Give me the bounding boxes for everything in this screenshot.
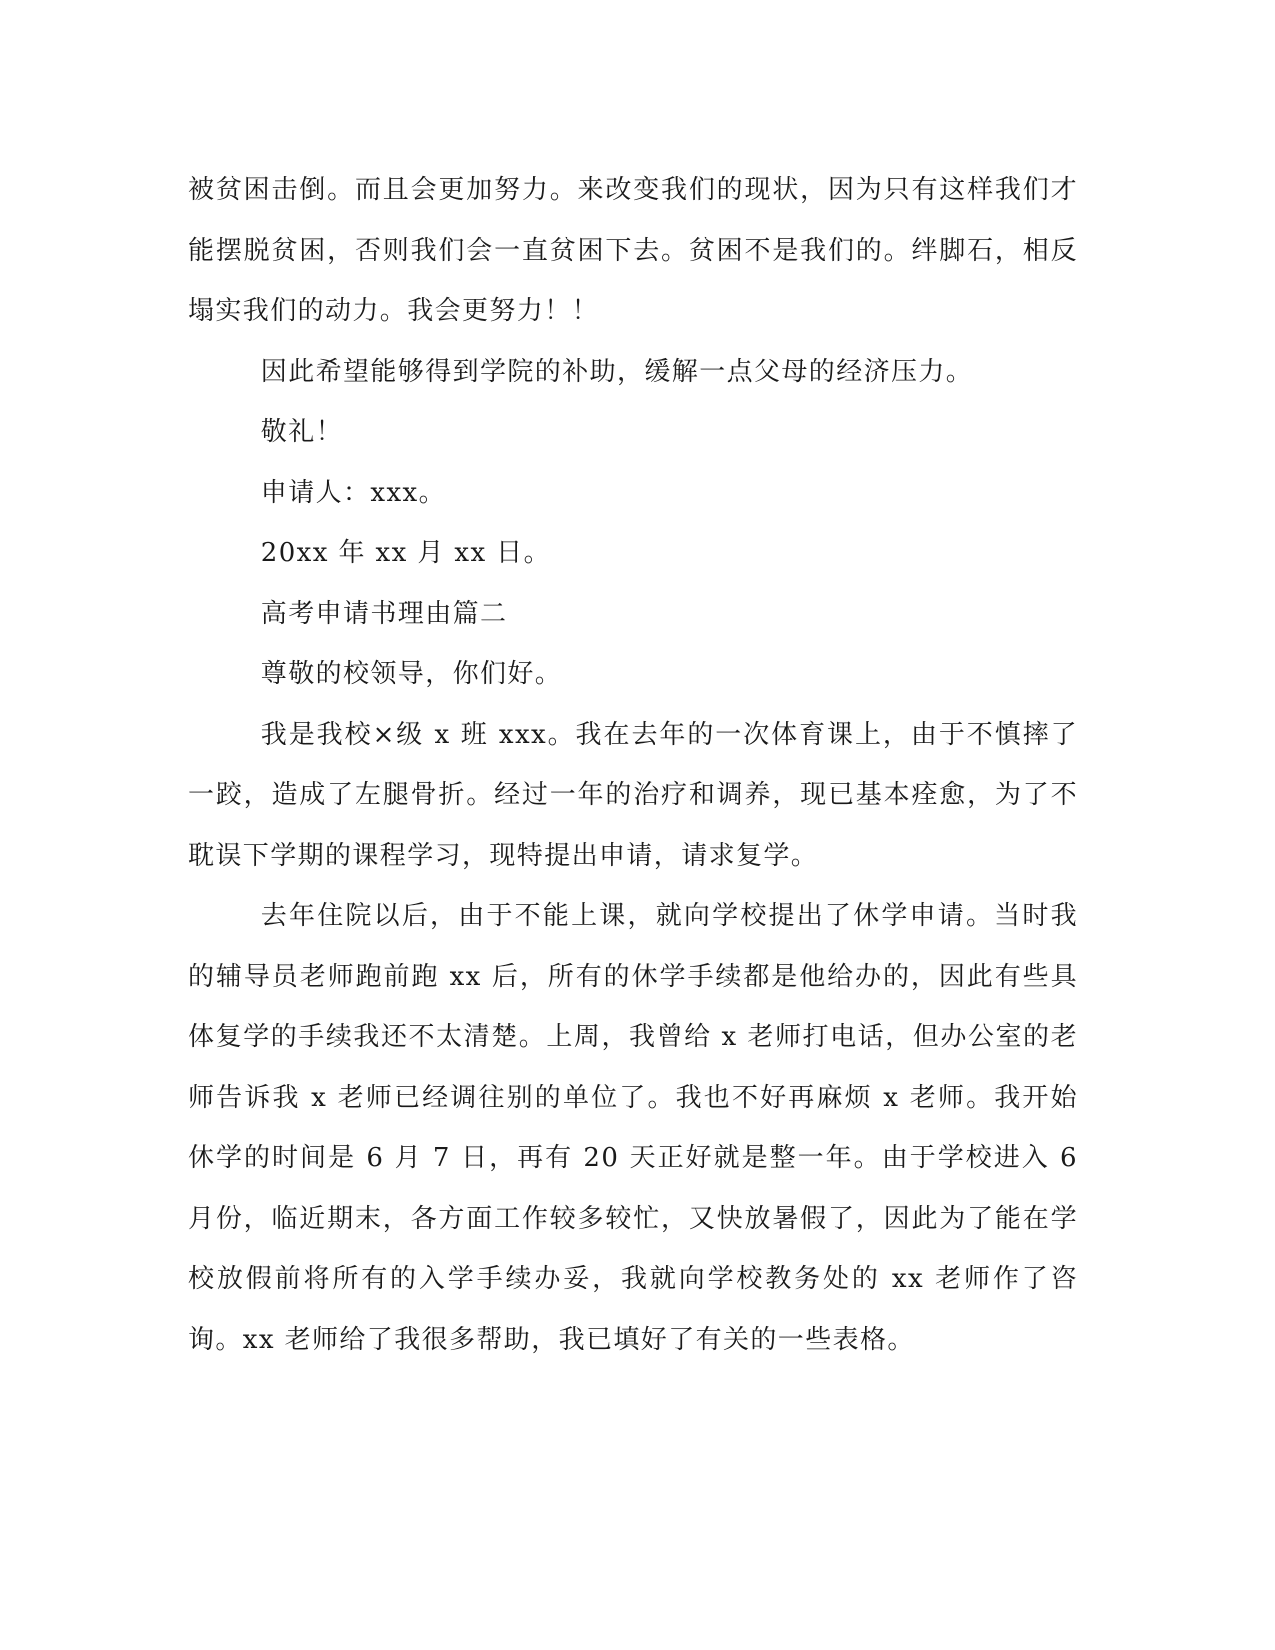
- document-body: [188, 160, 1078, 1370]
- paragraph-greeting: 尊敬的校领导，你们好。: [260, 659, 563, 689]
- paragraph-salutation: 敬礼！: [260, 417, 343, 447]
- paragraph-applicant: 申请人：xxx。: [260, 477, 446, 508]
- paragraph-details: 去年住院以后，由于不能上课，就向学校提出了休学申请。当时我的辅导员老师跑前跑 xx 后，所有的休学手续都是他给办的，因此有些具体复学的手续我还不太清楚。上周，我曾给 x 老师打电话，但办公室的老师告诉我 x 老师已经调往别的单位了。我也不好再麻烦 x 老师。我开始休学的时间是 6 月 7 日，再有 20 天正好就是整一年。由于学校进入 6 月份，临近期末，各方面工作较多较忙，又快放暑假了，因此为了能在学校放假前将所有的入学手续办妥，我就向学校教务处的 xx 老师作了咨询。xx 老师给了我很多帮助，我已填好了有关的一些表格。: [188, 901, 1078, 1355]
- paragraph-introduction: 我是我校×级 x 班 xxx。我在去年的一次体育课上，由于不慎摔了一跤，造成了左腿骨折。经过一年的治疗和调养，现已基本痊愈，为了不耽误下学期的课程学习，现特提出申请，请求复学。: [188, 719, 1078, 871]
- paragraph-date: 20xx 年 xx 月 xx 日。: [260, 538, 551, 568]
- paragraph-continuation: 被贫困击倒。而且会更加努力。来改变我们的现状，因为只有这样我们才能摆脱贫困，否则我们会一直贫困下去。贫困不是我们的。绊脚石，相反塌实我们的动力。我会更努力！！: [188, 175, 1078, 326]
- paragraph-request-subsidy: 因此希望能够得到学院的补助，缓解一点父母的经济压力。: [260, 356, 974, 387]
- section-heading: 高考申请书理由篇二: [260, 598, 508, 629]
